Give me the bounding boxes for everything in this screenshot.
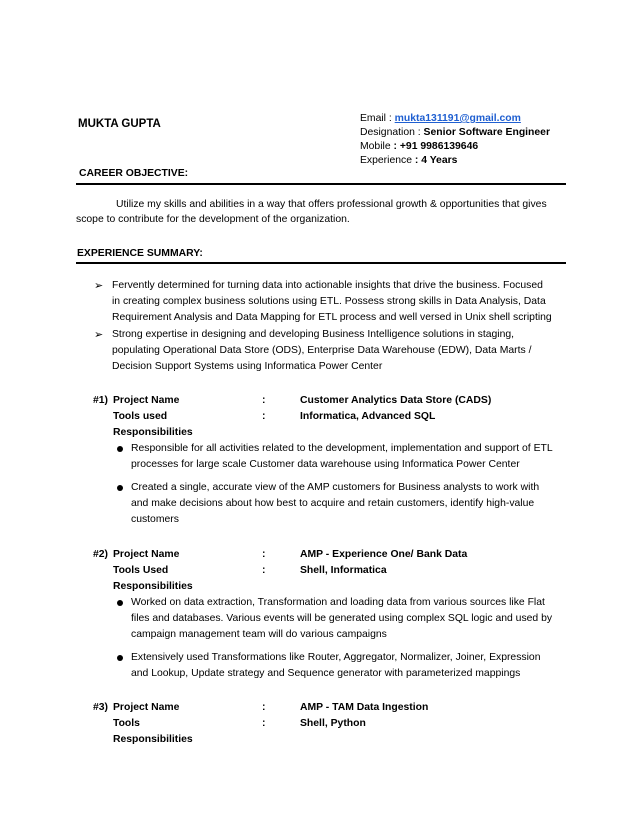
project-2-tools-colon: : [262,565,266,576]
project-2-bullet-1-line-1: Worked on data extraction, Transformation and loading data from various sources like Flat [131,597,545,608]
project-2-bullet-1-line-3: campaign management team will do various campaigns [131,629,387,640]
email-link[interactable]: mukta131191@gmail.com [394,113,521,124]
experience-label: Experience [360,155,415,166]
project-3-colon: : [262,702,266,713]
project-1-bullet-1-line-2: processes for large scale Customer data warehouse using Informatica Power Center [131,459,520,470]
project-3-number: #3) [93,702,109,713]
bullet-icon [117,655,123,661]
mobile-value: : +91 9986139646 [393,141,479,152]
project-1-bullet-2-line-3: customers [131,514,179,525]
arrow-bullet-icon: ➢ [94,280,104,292]
project-2-bullet-2-line-2: and Lookup, Update strategy and Sequence generator with parameterized mappings [131,668,521,679]
project-1-tools-colon: : [262,411,266,422]
career-objective-heading: CAREER OBJECTIVE: [79,168,189,179]
project-2-tools-label: Tools Used [113,565,169,576]
project-3-name-label: Project Name [113,702,180,713]
bullet-icon [117,446,123,452]
bullet-icon [117,485,123,491]
summary-item-1-line-2: in creating complex business solutions using ETL. Possess strong skills in Data Analysis, Data [112,296,546,307]
summary-item-1-line-3: Requirement Analysis and Data Mapping for ETL process and well versed in Unix shell scripting [112,312,552,323]
summary-item-1-line-1: Fervently determined for turning data into actionable insights that drive the business. Focused [112,280,543,291]
experience-value: : 4 Years [414,155,458,166]
project-1-name-label: Project Name [113,395,180,406]
career-objective-line-1: Utilize my skills and abilities in a way that offers professional growth & opportunities that gives [116,199,547,210]
summary-item-2-line-2: populating Operational Data Store (ODS), Enterprise Data Warehouse (EDW), Data Marts / [112,345,532,356]
career-objective-line-2: scope to contribute for the development of the organization. [76,214,350,225]
career-objective-rule [76,183,566,185]
summary-item-2-line-3: Decision Support Systems using Informatica Power Center [112,361,383,372]
arrow-bullet-icon: ➢ [94,329,104,341]
project-1-responsibilities-label: Responsibilities [113,427,193,438]
project-2-colon: : [262,549,266,560]
project-2-tools: Shell, Informatica [300,565,387,576]
candidate-name: MUKTA GUPTA [78,118,161,130]
designation-label: Designation : [360,127,424,138]
project-1-bullet-2-line-2: and make decisions about how best to acquire and retain customers, identify high-value [131,498,535,509]
project-2-name: AMP - Experience One/ Bank Data [300,549,468,560]
email-label: Email : [360,113,392,124]
project-3-tools: Shell, Python [300,718,366,729]
project-1-number: #1) [93,395,109,406]
experience-summary-heading: EXPERIENCE SUMMARY: [77,248,203,259]
project-3-tools-label: Tools [113,718,140,729]
project-2-number: #2) [93,549,109,560]
project-2-name-label: Project Name [113,549,180,560]
project-3-responsibilities-label: Responsibilities [113,734,193,745]
project-1-name: Customer Analytics Data Store (CADS) [300,395,492,406]
bullet-icon [117,600,123,606]
project-1-bullet-2-line-1: Created a single, accurate view of the AMP customers for Business analysts to work with [131,482,540,493]
designation-value: Senior Software Engineer [423,127,550,138]
project-1-colon: : [262,395,266,406]
project-3-tools-colon: : [262,718,266,729]
project-2-bullet-2-line-1: Extensively used Transformations like Router, Aggregator, Normalizer, Joiner, Expression [131,652,541,663]
project-2-responsibilities-label: Responsibilities [113,581,193,592]
project-2-bullet-1-line-2: files and databases. Various events will be generated using complex SQL logic and used by [131,613,553,624]
experience-row [360,153,457,169]
project-1-bullet-1-line-1: Responsible for all activities related to the development, implementation and support of ETL [131,443,553,454]
project-1-tools-label: Tools used [113,411,168,422]
project-3-name: AMP - TAM Data Ingestion [300,702,429,713]
mobile-label: Mobile [360,141,394,152]
experience-summary-rule [76,262,566,264]
summary-item-2-line-1: Strong expertise in designing and developing Business Intelligence solutions in staging, [112,329,515,340]
project-1-tools: Informatica, Advanced SQL [300,411,436,422]
